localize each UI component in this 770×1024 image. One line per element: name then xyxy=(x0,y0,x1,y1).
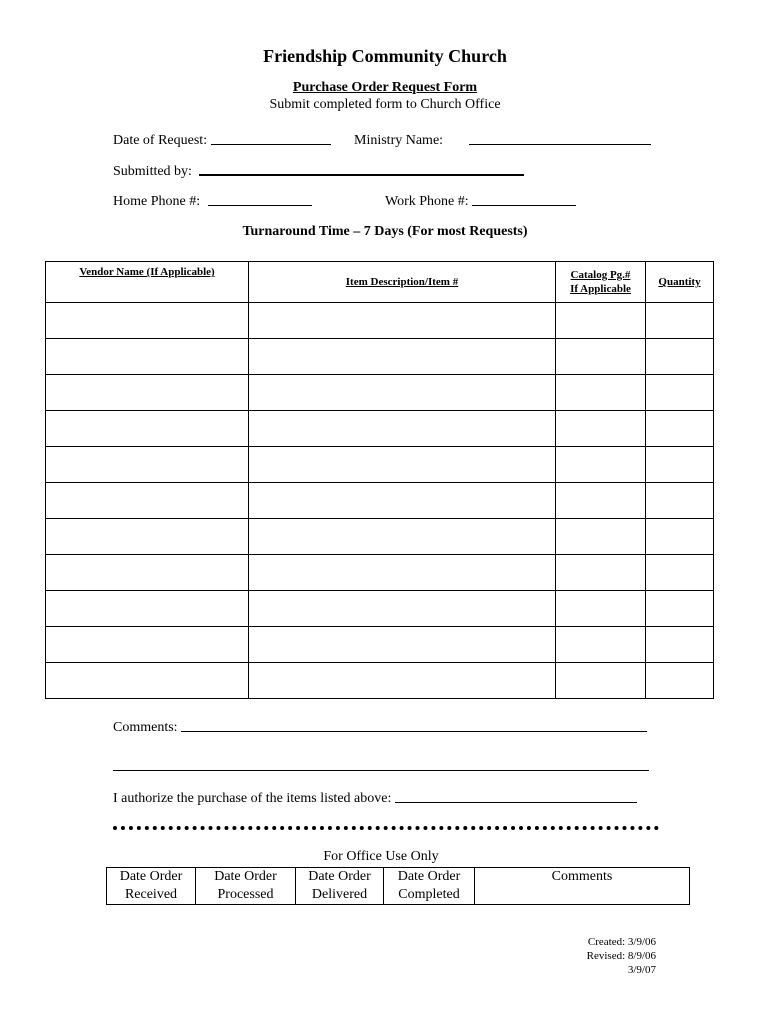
table-row xyxy=(46,591,714,627)
work-phone-field[interactable] xyxy=(385,194,576,210)
dotted-divider xyxy=(113,826,659,830)
comments-field[interactable] xyxy=(113,720,647,736)
form-title: Purchase Order Request Form xyxy=(292,80,478,95)
quantity-cell[interactable] xyxy=(646,411,714,447)
ministry-name-label: Ministry Name: xyxy=(354,133,444,148)
quantity-cell[interactable] xyxy=(646,663,714,699)
submitted-by-field[interactable] xyxy=(113,164,524,180)
work-phone-line[interactable] xyxy=(472,204,576,206)
description-cell[interactable] xyxy=(249,627,556,663)
form-instruction: Submit completed form to Church Office xyxy=(269,97,501,112)
catalog-cell[interactable] xyxy=(556,411,646,447)
vendor-cell[interactable] xyxy=(46,663,249,699)
catalog-cell[interactable] xyxy=(556,555,646,591)
revised-date-2: 3/9/07 xyxy=(627,964,656,976)
quantity-cell[interactable] xyxy=(646,375,714,411)
vendor-cell[interactable] xyxy=(46,555,249,591)
catalog-cell[interactable] xyxy=(556,591,646,627)
table-row xyxy=(46,483,714,519)
comments-label: Comments: xyxy=(113,720,178,735)
items-header-row xyxy=(46,262,714,303)
quantity-cell[interactable] xyxy=(646,303,714,339)
description-cell[interactable] xyxy=(249,483,556,519)
description-cell[interactable] xyxy=(249,447,556,483)
description-cell[interactable] xyxy=(249,663,556,699)
catalog-cell[interactable] xyxy=(556,483,646,519)
quantity-cell[interactable] xyxy=(646,591,714,627)
quantity-header: Quantity xyxy=(646,262,714,303)
catalog-cell[interactable] xyxy=(556,663,646,699)
description-header: Item Description/Item # xyxy=(249,262,556,303)
created-date: Created: 3/9/06 xyxy=(587,936,656,948)
quantity-cell[interactable] xyxy=(646,627,714,663)
vendor-cell[interactable] xyxy=(46,519,249,555)
authorize-field[interactable] xyxy=(113,791,637,807)
authorize-signature-line[interactable] xyxy=(395,801,637,803)
description-cell[interactable] xyxy=(249,591,556,627)
quantity-cell[interactable] xyxy=(646,483,714,519)
office-col-received[interactable]: Date Order Received xyxy=(107,868,196,905)
vendor-cell[interactable] xyxy=(46,483,249,519)
vendor-cell[interactable] xyxy=(46,411,249,447)
date-of-request-field[interactable] xyxy=(113,133,331,149)
office-col-delivered[interactable]: Date Order Delivered xyxy=(296,868,384,905)
work-phone-label: Work Phone #: xyxy=(385,194,469,209)
table-row xyxy=(46,555,714,591)
table-row xyxy=(46,375,714,411)
catalog-cell[interactable] xyxy=(556,339,646,375)
catalog-cell[interactable] xyxy=(556,519,646,555)
vendor-cell[interactable] xyxy=(46,591,249,627)
office-use-table xyxy=(106,867,690,905)
items-body xyxy=(46,303,714,699)
quantity-cell[interactable] xyxy=(646,447,714,483)
submitted-by-label: Submitted by: xyxy=(113,164,192,179)
office-use-heading: For Office Use Only xyxy=(323,849,439,864)
table-row xyxy=(46,303,714,339)
office-col-comments[interactable]: Comments xyxy=(475,868,690,905)
quantity-cell[interactable] xyxy=(646,555,714,591)
table-row xyxy=(46,411,714,447)
home-phone-label: Home Phone #: xyxy=(113,194,201,209)
vendor-header: Vendor Name (If Applicable) xyxy=(46,262,249,303)
description-cell[interactable] xyxy=(249,519,556,555)
description-cell[interactable] xyxy=(249,303,556,339)
description-cell[interactable] xyxy=(249,375,556,411)
office-col-processed[interactable]: Date Order Processed xyxy=(196,868,296,905)
vendor-cell[interactable] xyxy=(46,375,249,411)
office-col-completed[interactable]: Date Order Completed xyxy=(384,868,475,905)
description-cell[interactable] xyxy=(249,339,556,375)
table-row xyxy=(46,627,714,663)
vendor-cell[interactable] xyxy=(46,447,249,483)
ministry-name-line[interactable] xyxy=(469,143,651,145)
items-table xyxy=(45,261,714,699)
catalog-header: Catalog Pg.# If Applicable xyxy=(556,262,646,303)
table-row xyxy=(46,447,714,483)
catalog-cell[interactable] xyxy=(556,447,646,483)
comments-line-1[interactable] xyxy=(181,730,647,732)
description-cell[interactable] xyxy=(249,555,556,591)
vendor-cell[interactable] xyxy=(46,339,249,375)
submitted-by-line[interactable] xyxy=(199,173,524,176)
home-phone-field[interactable] xyxy=(113,194,312,210)
home-phone-line[interactable] xyxy=(208,204,312,206)
description-cell[interactable] xyxy=(249,411,556,447)
church-name: Friendship Community Church xyxy=(263,46,507,66)
quantity-cell[interactable] xyxy=(646,339,714,375)
revised-date: Revised: 8/9/06 xyxy=(586,950,656,962)
vendor-cell[interactable] xyxy=(46,627,249,663)
table-row xyxy=(46,663,714,699)
date-of-request-line[interactable] xyxy=(211,143,331,145)
catalog-cell[interactable] xyxy=(556,627,646,663)
table-row xyxy=(46,339,714,375)
catalog-cell[interactable] xyxy=(556,375,646,411)
quantity-cell[interactable] xyxy=(646,519,714,555)
turnaround-note: Turnaround Time – 7 Days (For most Requests) xyxy=(242,224,528,239)
table-row xyxy=(46,519,714,555)
ministry-name-field[interactable] xyxy=(354,133,651,149)
date-of-request-label: Date of Request: xyxy=(113,133,208,148)
office-use-row xyxy=(107,868,690,905)
catalog-cell[interactable] xyxy=(556,303,646,339)
vendor-cell[interactable] xyxy=(46,303,249,339)
comments-line-2[interactable] xyxy=(113,770,649,771)
authorize-label: I authorize the purchase of the items listed above: xyxy=(113,791,392,806)
